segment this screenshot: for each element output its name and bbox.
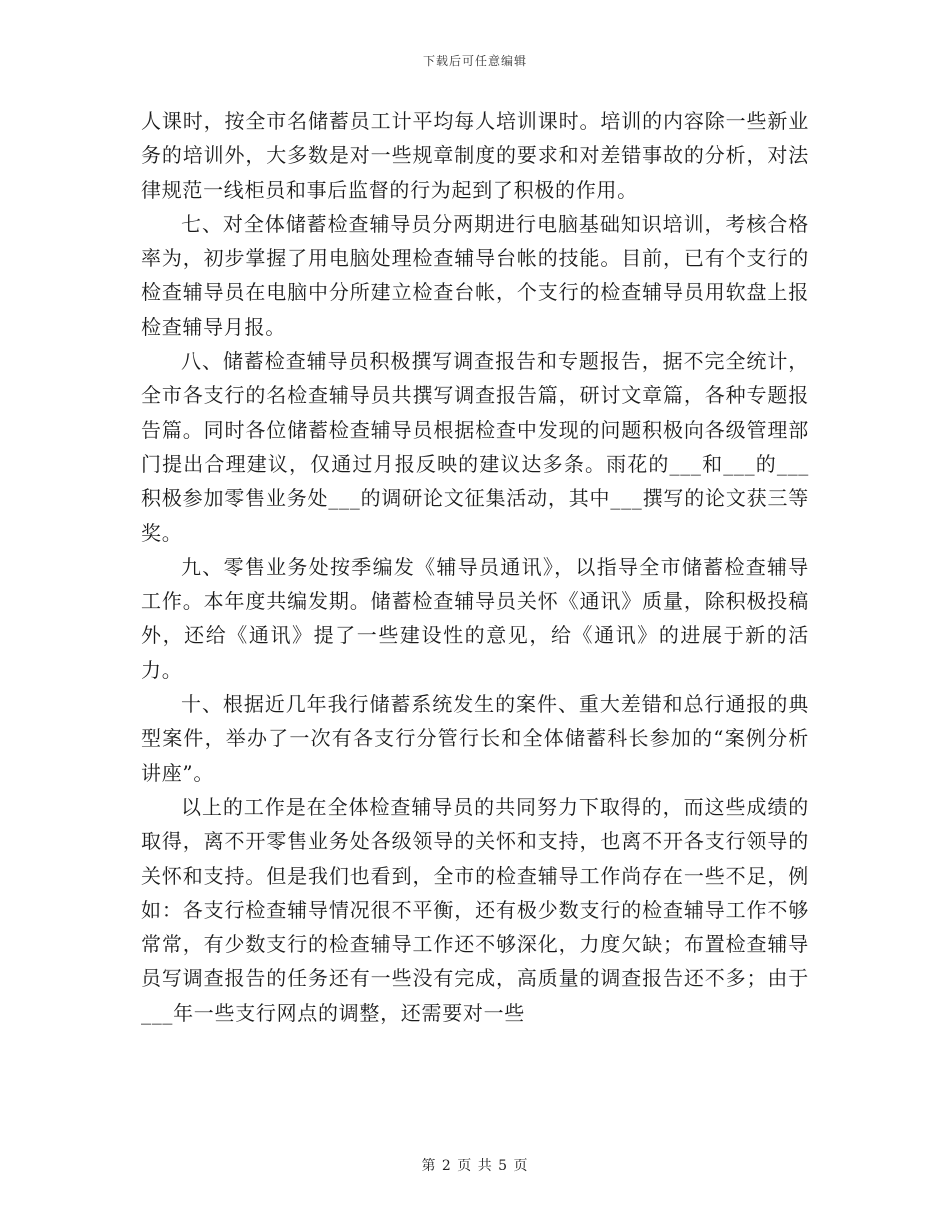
- paragraph-item-7: 七、对全体储蓄检查辅导员分两期进行电脑基础知识培训，考核合格率为，初步掌握了用电脑处理检查辅导台帐的技能。目前，已有个支行的检查辅导员在电脑中分所建立检查台帐，个支行的检查辅导员用软盘上报检查辅导月报。: [141, 211, 809, 339]
- page-number: 第 2 页 共 5 页: [421, 1158, 529, 1174]
- document-body: [141, 104, 809, 1030]
- paragraph-summary: 以上的工作是在全体检查辅导员的共同努力下取得的，而这些成绩的取得，离不开零售业务处各级领导的关怀和支持，也离不开各支行领导的关怀和支持。但是我们也看到，全市的检查辅导工作尚存在一些不足，例如：各支行检查辅导情况很不平衡，还有极少数支行的检查辅导工作不够常常，有少数支行的检查辅导工作还不够深化，力度欠缺；布置检查辅导员写调查报告的任务还有一些没有完成，高质量的调查报告还不多；由于___年一些支行网点的调整，还需要对一些: [141, 794, 809, 1025]
- paragraph-item-8: 八、储蓄检查辅导员积极撰写调查报告和专题报告，据不完全统计，全市各支行的名检查辅导员共撰写调查报告篇，研讨文章篇，各种专题报告篇。同时各位储蓄检查辅导员根据检查中发现的问题积极向各级管理部门提出合理建议，仅通过月报反映的建议达多条。雨花的___和___的___积极参加零售业务处___的调研论文征集活动，其中___撰写的论文获三等奖。: [141, 349, 809, 545]
- paragraph-continuation: 人课时，按全市名储蓄员工计平均每人培训课时。培训的内容除一些新业务的培训外，大多数是对一些规章制度的要求和对差错事故的分析，对法律规范一线柜员和事后监督的行为起到了积极的作用。: [141, 109, 809, 202]
- paragraph-item-10: 十、根据近几年我行储蓄系统发生的案件、重大差错和总行通报的典型案件，举办了一次有各支行分管行长和全体储蓄科长参加的“案例分析讲座”。: [141, 692, 809, 785]
- page-header-note: 下载后可任意编辑: [422, 54, 527, 68]
- paragraph-item-9: 九、零售业务处按季编发《辅导员通讯》，以指导全市储蓄检查辅导工作。本年度共编发期。储蓄检查辅导员关怀《通讯》质量，除积极投稿外，还给《通讯》提了一些建设性的意见，给《通讯》的进展于新的活力。: [141, 554, 809, 682]
